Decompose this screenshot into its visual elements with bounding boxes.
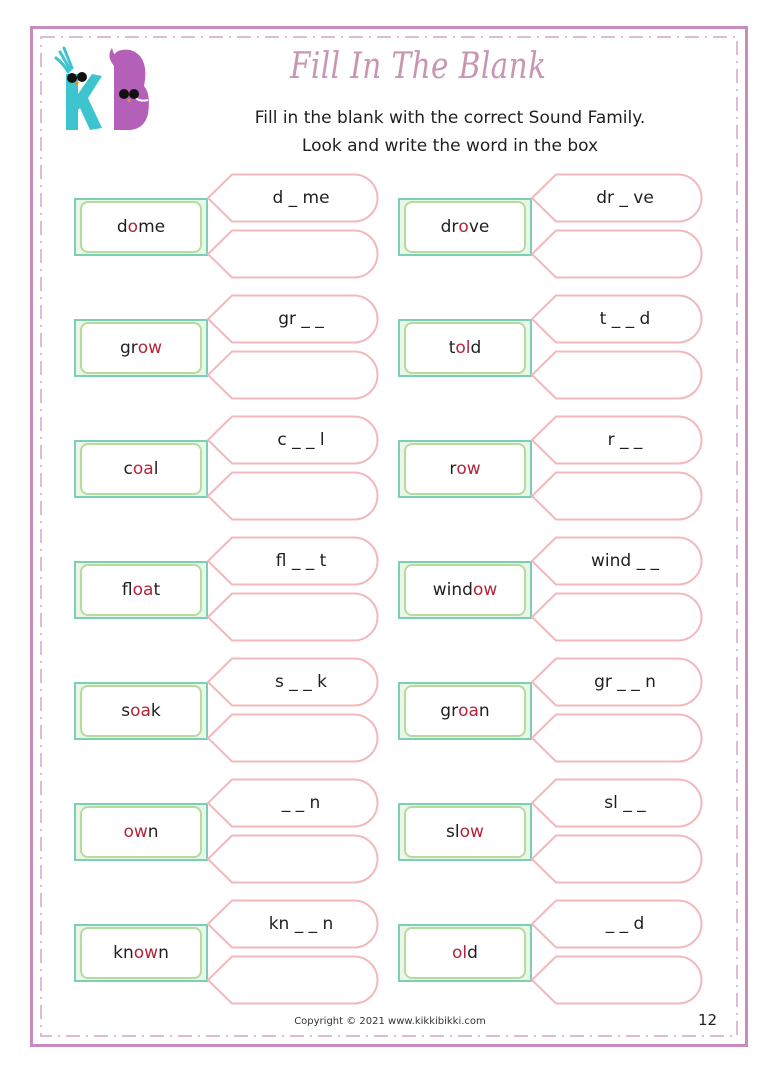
blank-pattern-text: c _ _ l: [277, 430, 325, 450]
word-sound-family: o: [458, 217, 469, 237]
copyright-text: Copyright © 2021 www.kikkibikki.com: [294, 1016, 486, 1027]
word-prefix: gr: [440, 701, 459, 721]
exercise-item: [74, 173, 384, 283]
answer-tag[interactable]: [206, 834, 380, 884]
blank-pattern-tag: [206, 899, 380, 949]
word-prefix: gr: [119, 338, 138, 358]
word-label: [80, 201, 202, 253]
blank-pattern-tag: [530, 778, 704, 828]
answer-tag[interactable]: [530, 834, 704, 884]
word-label: [80, 564, 202, 616]
word-prefix: kn: [113, 943, 134, 963]
exercise-item: [398, 294, 708, 404]
answer-input[interactable]: [564, 358, 684, 392]
exercise-item: [74, 899, 384, 1009]
blank-pattern-tag: [530, 294, 704, 344]
word-box: [74, 319, 208, 377]
word-box: [398, 198, 532, 256]
word-box: [74, 682, 208, 740]
blank-pattern-text: s _ _ k: [275, 672, 327, 692]
word-sound-family: ow: [459, 822, 484, 842]
word-label: [404, 806, 526, 858]
answer-tag[interactable]: [530, 229, 704, 279]
exercise-item: [398, 778, 708, 888]
blank-pattern-text: _ _ n: [281, 793, 321, 813]
word-sound-family: oa: [130, 701, 151, 721]
exercise-item: [398, 173, 708, 283]
blank-pattern-text: t _ _ d: [599, 309, 651, 329]
answer-tag[interactable]: [206, 229, 380, 279]
blank-pattern-text: gr _ _: [278, 309, 324, 329]
word-label: [80, 322, 202, 374]
answer-input[interactable]: [564, 963, 684, 997]
word-prefix: r: [449, 459, 457, 479]
word-sound-family: ol: [452, 943, 468, 963]
blank-pattern-tag: [206, 294, 380, 344]
word-prefix: t: [448, 338, 456, 358]
answer-tag[interactable]: [530, 350, 704, 400]
word-label: [80, 927, 202, 979]
answer-input[interactable]: [240, 479, 360, 513]
word-label: [80, 806, 202, 858]
answer-tag[interactable]: [206, 713, 380, 763]
word-suffix: t: [153, 580, 161, 600]
word-suffix: ve: [468, 217, 490, 237]
word-prefix: sl: [446, 822, 460, 842]
answer-input[interactable]: [240, 842, 360, 876]
blank-pattern-tag: [530, 657, 704, 707]
word-prefix: s: [121, 701, 131, 721]
word-suffix: d: [467, 943, 478, 963]
word-label: [404, 927, 526, 979]
answer-input[interactable]: [564, 721, 684, 755]
page-number: 12: [698, 1011, 718, 1029]
answer-input[interactable]: [564, 479, 684, 513]
word-box: [398, 803, 532, 861]
word-label: [404, 322, 526, 374]
word-label: [80, 443, 202, 495]
answer-tag[interactable]: [530, 955, 704, 1005]
blank-pattern-tag: [206, 657, 380, 707]
blank-pattern-text: _ _ d: [605, 914, 645, 934]
blank-pattern-text: r _ _: [607, 430, 643, 450]
word-prefix: fl: [121, 580, 133, 600]
word-sound-family: ow: [456, 459, 481, 479]
word-sound-family: oa: [132, 580, 154, 600]
exercise-item: [74, 657, 384, 767]
answer-input[interactable]: [564, 600, 684, 634]
answer-tag[interactable]: [206, 955, 380, 1005]
word-sound-family: ow: [123, 822, 148, 842]
exercise-item: [74, 536, 384, 646]
blank-pattern-text: fl _ _ t: [275, 551, 327, 571]
blank-pattern-tag: [530, 899, 704, 949]
answer-input[interactable]: [564, 842, 684, 876]
word-sound-family: ow: [137, 338, 163, 358]
word-box: [398, 319, 532, 377]
blank-pattern-text: d _ me: [272, 188, 330, 208]
word-suffix: d: [470, 338, 482, 358]
exercise-item: [398, 657, 708, 767]
blank-pattern-tag: [530, 536, 704, 586]
answer-input[interactable]: [240, 237, 360, 271]
word-suffix: n: [158, 943, 169, 963]
blank-pattern-text: kn _ _ n: [268, 914, 334, 934]
word-box: [74, 440, 208, 498]
word-box: [398, 561, 532, 619]
exercise-item: [74, 778, 384, 888]
word-sound-family: ow: [133, 943, 159, 963]
answer-tag[interactable]: [206, 350, 380, 400]
word-prefix: c: [123, 459, 133, 479]
answer-input[interactable]: [240, 600, 360, 634]
blank-pattern-tag: [530, 173, 704, 223]
instruction-line-1: Fill in the blank with the correct Sound Family.: [254, 108, 646, 128]
word-suffix: l: [153, 459, 159, 479]
word-label: [404, 564, 526, 616]
word-label: [404, 685, 526, 737]
answer-tag[interactable]: [206, 592, 380, 642]
exercise-item: [74, 415, 384, 525]
word-prefix: wind: [432, 580, 473, 600]
exercise-item: [398, 899, 708, 1009]
word-box: [398, 924, 532, 982]
blank-pattern-text: dr _ ve: [596, 188, 654, 208]
word-box: [74, 198, 208, 256]
word-box: [74, 561, 208, 619]
word-suffix: me: [138, 217, 166, 237]
blank-pattern-text: gr _ _ n: [594, 672, 656, 692]
blank-pattern-text: wind _ _: [591, 551, 659, 571]
exercise-item: [398, 415, 708, 525]
word-label: [80, 685, 202, 737]
blank-pattern-tag: [206, 536, 380, 586]
blank-pattern-tag: [206, 415, 380, 465]
word-sound-family: o: [127, 217, 139, 237]
blank-pattern-tag: [530, 415, 704, 465]
word-sound-family: oa: [458, 701, 479, 721]
word-suffix: n: [478, 701, 490, 721]
answer-input[interactable]: [240, 721, 360, 755]
answer-tag[interactable]: [530, 471, 704, 521]
answer-input[interactable]: [240, 963, 360, 997]
word-label: [404, 201, 526, 253]
word-box: [398, 682, 532, 740]
exercise-item: [74, 294, 384, 404]
word-label: [404, 443, 526, 495]
word-box: [398, 440, 532, 498]
page-title: Fill In The Blank: [290, 46, 547, 87]
answer-input[interactable]: [240, 358, 360, 392]
blank-pattern-tag: [206, 778, 380, 828]
word-prefix: dr: [440, 217, 459, 237]
kikkibikki-kb-logo-icon: [52, 44, 152, 134]
exercise-item: [398, 536, 708, 646]
answer-tag[interactable]: [206, 471, 380, 521]
answer-input[interactable]: [564, 237, 684, 271]
answer-tag[interactable]: [530, 592, 704, 642]
word-prefix: d: [116, 217, 128, 237]
instruction-line-2: Look and write the word in the box: [301, 136, 599, 156]
word-box: [74, 803, 208, 861]
answer-tag[interactable]: [530, 713, 704, 763]
word-sound-family: ow: [472, 580, 498, 600]
blank-pattern-text: sl _ _: [604, 793, 646, 813]
word-sound-family: oa: [132, 459, 154, 479]
blank-pattern-tag: [206, 173, 380, 223]
word-suffix: n: [147, 822, 159, 842]
word-suffix: k: [150, 701, 161, 721]
word-sound-family: ol: [455, 338, 471, 358]
word-box: [74, 924, 208, 982]
